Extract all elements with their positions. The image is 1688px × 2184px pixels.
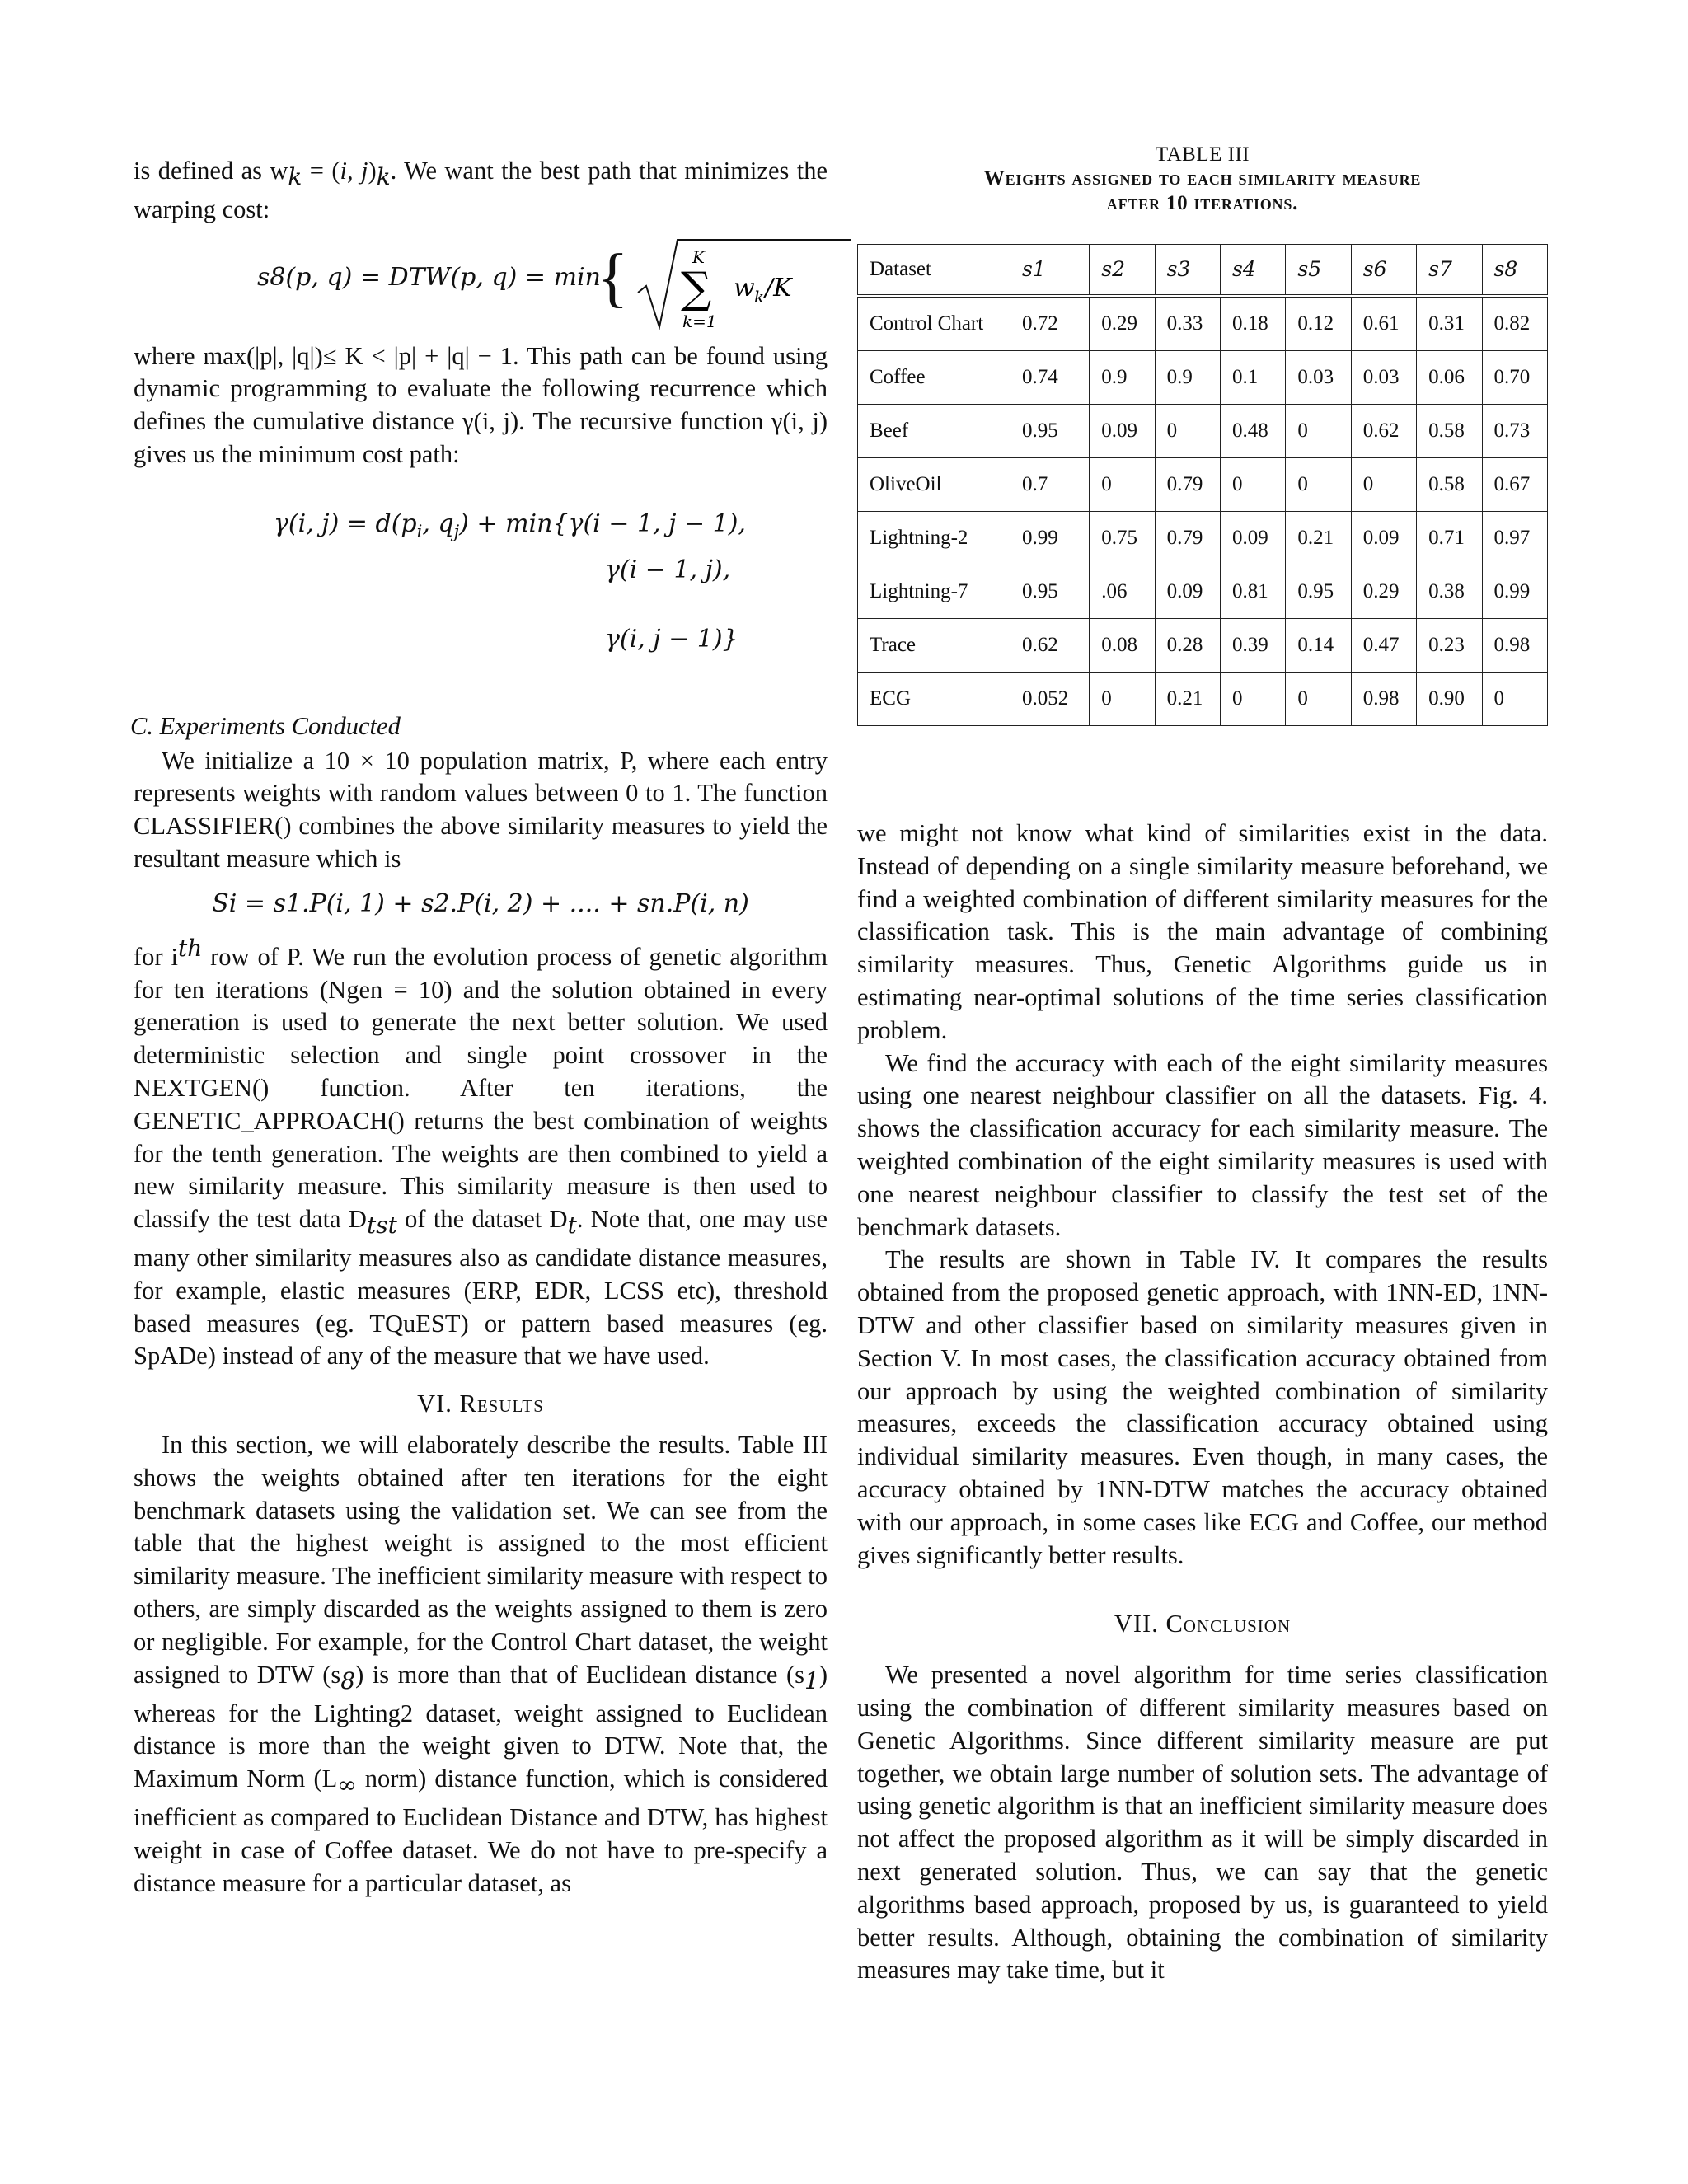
table-row [858, 619, 1548, 673]
table-cell-weight: 0.1 [1221, 351, 1286, 405]
table-cell-weight: 0 [1155, 405, 1220, 458]
table-cell-weight: 0.73 [1482, 405, 1547, 458]
table-cell-weight: 0.14 [1286, 619, 1351, 673]
gamma-line-3: γ(i, j − 1)} [605, 624, 738, 654]
table-cell-weight: 0.39 [1221, 619, 1286, 673]
table-cell-dataset: Control Chart [858, 296, 1010, 351]
results-heading: VI. Results [417, 1390, 544, 1418]
table-cell-weight: 0.18 [1221, 296, 1286, 351]
table-cell-weight: 0.7 [1010, 458, 1090, 512]
sum-body-sub: k [754, 286, 765, 307]
dtw-equation [134, 227, 828, 340]
table-cell-weight: 0.09 [1351, 512, 1416, 565]
table-cell-weight: 0.74 [1010, 351, 1090, 405]
table-cell-dataset: Beef [858, 405, 1010, 458]
table-title-line-1: Weights assigned to each similarity measure [983, 167, 1422, 190]
table-cell-weight: 0.09 [1155, 565, 1220, 619]
table-cell-weight: 0.09 [1221, 512, 1286, 565]
table-row [858, 405, 1548, 458]
conclusion-heading: VII. Conclusion [1114, 1610, 1292, 1638]
table-cell-weight: 0.23 [1417, 619, 1482, 673]
header-s6: s6 [1351, 245, 1416, 297]
right-paragraph-1: we might not know what kind of similarities exist in the data. Instead of depending on a single similarity measure beforehand, we find a weighted combination of different similarity measures for the classification task. This is the main advantage of combining similarity measures. Thus, Genetic Algorithms guide us in estimating near-optimal solutions of the time series classification problem. [857, 819, 1548, 1044]
table-cell-weight: 0.75 [1090, 512, 1155, 565]
table-cell-weight: 0.28 [1155, 619, 1220, 673]
dtw-brace: { [597, 241, 629, 314]
header-dataset: Dataset [858, 245, 1010, 297]
table-cell-weight: 0.06 [1417, 351, 1482, 405]
left-column [130, 155, 828, 1900]
table-cell-weight: 0.95 [1010, 565, 1090, 619]
gamma-line-1: γ(i, $j) = d(p_i$, $q_j) + \min\{\gamma(i - 1$, j − 1), [274, 509, 746, 541]
right-paragraph-3: The results are shown in Table IV. It compares the results obtained from the proposed genetic approach, with 1NN-ED, 1NN-DTW and other classifier based on similarity measures given in Section V. In most cases, the classification accuracy obtained from our approach by using the weighted combination of similarity measures, exceeds the classification accuracy obtained using individual similarity measures. Even though, in many cases, the accuracy obtained by 1NN-DTW matches the accuracy obtained with our approach, in some cases like ECG and Coffee, our method gives significantly better results. [857, 1245, 1548, 1569]
table-cell-dataset: Coffee [858, 351, 1010, 405]
table-cell-weight: 0 [1351, 458, 1416, 512]
table-cell-weight: 0.72 [1010, 296, 1090, 351]
table-cell-weight: 0.99 [1010, 512, 1090, 565]
conclusion-paragraph: We presented a novel algorithm for time series classification using the combination of different similarity measures based on Genetic Algorithms. Since different similarity measure are put together, we obtain large number of solution sets. The advantage of using genetic algorithm is that an inefficient similarity measure does not affect the proposed algorithm as it will be simply discarded in next generated solution. Thus, we can say that the genetic algorithms based approach, proposed by us, is guaranteed to yield better results. Although, obtaining the combination of similarity measures may take time, but it [857, 1661, 1548, 1985]
dtw-sqrt-sum [635, 235, 857, 334]
table-cell-weight: 0.98 [1482, 619, 1547, 673]
weights-table [857, 244, 1548, 726]
sum-body: w [734, 273, 755, 302]
table-row [858, 458, 1548, 512]
table-cell-weight: 0.58 [1417, 405, 1482, 458]
table-cell-weight: 0.21 [1155, 673, 1220, 726]
table-cell-weight: 0.71 [1417, 512, 1482, 565]
table-cell-weight: 0.48 [1221, 405, 1286, 458]
experiments-paragraph-2: for $i^{th}$ row of P. We run the evolution process of genetic algorithm for ten iterations (Ngen = 10) and the solution obtained in every generation is used to generate the next better solution. We used deterministic selection and single point crossover in the NEXTGEN() function. After ten iterations, the GENETIC_APPROACH() returns the best combination of weights for the tenth generation. The weights are then combined to yield a new similarity measure. This similarity measure is then used to classify the test data $D_{tst}$ of the dataset $D_t$. Note that, one may use many other similarity measures also as candidate distance measures, for example, elastic measures (ERP, EDR, LCSS etc), threshold based measures (eg. TQuEST) or pattern based measures (eg. SpADe) instead of any of the measure that we have used. [134, 934, 828, 1371]
sum-top: K [692, 246, 705, 267]
table-cell-weight: 0.70 [1482, 351, 1547, 405]
table-row [858, 296, 1548, 351]
table-cell-weight: 0.47 [1351, 619, 1416, 673]
table-cell-weight: 0 [1286, 673, 1351, 726]
table-cell-weight: 0.9 [1155, 351, 1220, 405]
table-cell-weight: 0 [1482, 673, 1547, 726]
table-cell-weight: 0.08 [1090, 619, 1155, 673]
table-cell-weight: 0.98 [1351, 673, 1416, 726]
table-body [858, 296, 1548, 726]
table-cell-weight: 0 [1090, 458, 1155, 512]
subsection-title: C. Experiments Conducted [130, 711, 401, 740]
table-cell-dataset: Lightning-7 [858, 565, 1010, 619]
sum-tail: /K [765, 273, 792, 302]
table-cell-weight: 0 [1286, 458, 1351, 512]
table-cell-weight: 0.82 [1482, 296, 1547, 351]
table-cell-weight: 0.052 [1010, 673, 1090, 726]
table-header-row [858, 245, 1548, 297]
dtw-lhs: s8(p, q) = DTW(p, q) = min [257, 262, 601, 292]
table-cell-weight: 0 [1221, 458, 1286, 512]
right-column [857, 818, 1548, 1987]
table-cell-weight: 0.03 [1286, 351, 1351, 405]
header-s4: s4 [1221, 245, 1286, 297]
table-cell-dataset: Lightning-2 [858, 512, 1010, 565]
intro-paragraph: is defined as $w_k = (i$, $j)_k$. We want the best path that minimizes the warping cost: [134, 157, 828, 223]
table-cell-dataset: OliveOil [858, 458, 1010, 512]
table-cell-dataset: ECG [858, 673, 1010, 726]
table-cell-weight: 0 [1286, 405, 1351, 458]
table-cell-weight: 0.38 [1417, 565, 1482, 619]
sum-bottom: k=1 [682, 311, 717, 331]
header-s2: s2 [1090, 245, 1155, 297]
table-cell-weight: 0.81 [1221, 565, 1286, 619]
results-paragraph: In this section, we will elaborately describe the results. Table III shows the weights obtained after ten iterations for the eight benchmark datasets using the validation set. We can see from the table that the highest weight is assigned to the most efficient similarity measure. The inefficient similarity measure with respect to others, are simply discarded as the weights assigned to them is zero or negligible. For example, for the Control Chart dataset, the weight assigned to DTW $(s_8)$ is more than that of Euclidean distance $(s_1)$ whereas for the Lighting2 dataset, weight assigned to Euclidean distance is more than the weight given to DTW. Note that, the Maximum Norm ($L_\infty$ norm) distance function, which is considered inefficient as compared to Euclidean Distance and DTW, has highest weight in case of Coffee dataset. We do not have to pre-specify a distance measure for a particular dataset, as [134, 1431, 828, 1897]
table-cell-weight: 0.99 [1482, 565, 1547, 619]
table-cell-dataset: Trace [858, 619, 1010, 673]
header-s5: s5 [1286, 245, 1351, 297]
table-cell-weight: 0.31 [1417, 296, 1482, 351]
table-cell-weight: 0.79 [1155, 458, 1220, 512]
table-cell-weight: 0.62 [1351, 405, 1416, 458]
table-row [858, 512, 1548, 565]
table-cell-weight: 0.95 [1010, 405, 1090, 458]
table-cell-weight: 0.09 [1090, 405, 1155, 458]
header-s1: s1 [1010, 245, 1090, 297]
table-cell-weight: 0.90 [1417, 673, 1482, 726]
table-caption [857, 143, 1548, 216]
table-cell-weight: 0.95 [1286, 565, 1351, 619]
table-cell-weight: 0.21 [1286, 512, 1351, 565]
table-label: TABLE III [1155, 143, 1250, 166]
header-s8: s8 [1482, 245, 1547, 297]
table-cell-weight: 0.61 [1351, 296, 1416, 351]
table-cell-weight: 0.67 [1482, 458, 1547, 512]
table-cell-weight: 0.9 [1090, 351, 1155, 405]
gamma-line-2: γ(i − 1, j), [605, 555, 731, 584]
experiments-paragraph-1: We initialize a 10 × 10 population matrix, P, where each entry represents weights with random values between 0 to 1. The function CLASSIFIER() combines the above similarity measures to yield the resultant measure which is [134, 746, 828, 874]
table-row [858, 351, 1548, 405]
table-row [858, 565, 1548, 619]
table-row [858, 673, 1548, 726]
gamma-equation [134, 501, 828, 709]
table-cell-weight: 0.29 [1351, 565, 1416, 619]
table-cell-weight: 0.58 [1417, 458, 1482, 512]
table-cell-weight: 0.79 [1155, 512, 1220, 565]
sum-sigma: ∑ [681, 263, 712, 313]
si-equation: Si = s1.P(i, 1) + s2.P(i, 2) + .... + sn.P(i, n) [212, 888, 749, 918]
table-cell-weight: 0.12 [1286, 296, 1351, 351]
table-cell-weight: 0 [1090, 673, 1155, 726]
table-cell-weight: 0.03 [1351, 351, 1416, 405]
table-cell-weight: 0.33 [1155, 296, 1220, 351]
table-cell-weight: 0.29 [1090, 296, 1155, 351]
intro-text-a: is defined as w [134, 157, 288, 185]
right-paragraph-2: We find the accuracy with each of the eight similarity measures using one nearest neighbour classifier on all the datasets. Fig. 4. shows the classification accuracy for each similarity measure. The weighted combination of the eight similarity measures is used with one nearest neighbour classifier to classify the test set of the benchmark datasets. [857, 1048, 1548, 1241]
header-s3: s3 [1155, 245, 1220, 297]
table-cell-weight: 0.97 [1482, 512, 1547, 565]
table-title-line-2: after 10 iterations. [1106, 192, 1299, 214]
table-cell-weight: 0.62 [1010, 619, 1090, 673]
header-s7: s7 [1417, 245, 1482, 297]
where-paragraph: where max(|p|, |q|)≤ K < |p| + |q| − 1. This path can be found using dynamic programming to evaluate the following recurrence which defines the cumulative distance γ(i, j). The recursive function γ(i, j) gives us the minimum cost path: [134, 341, 828, 469]
table-cell-weight: .06 [1090, 565, 1155, 619]
table-cell-weight: 0 [1221, 673, 1286, 726]
intro-text-b: . We want the best path that minimizes the warping cost: [134, 157, 828, 223]
